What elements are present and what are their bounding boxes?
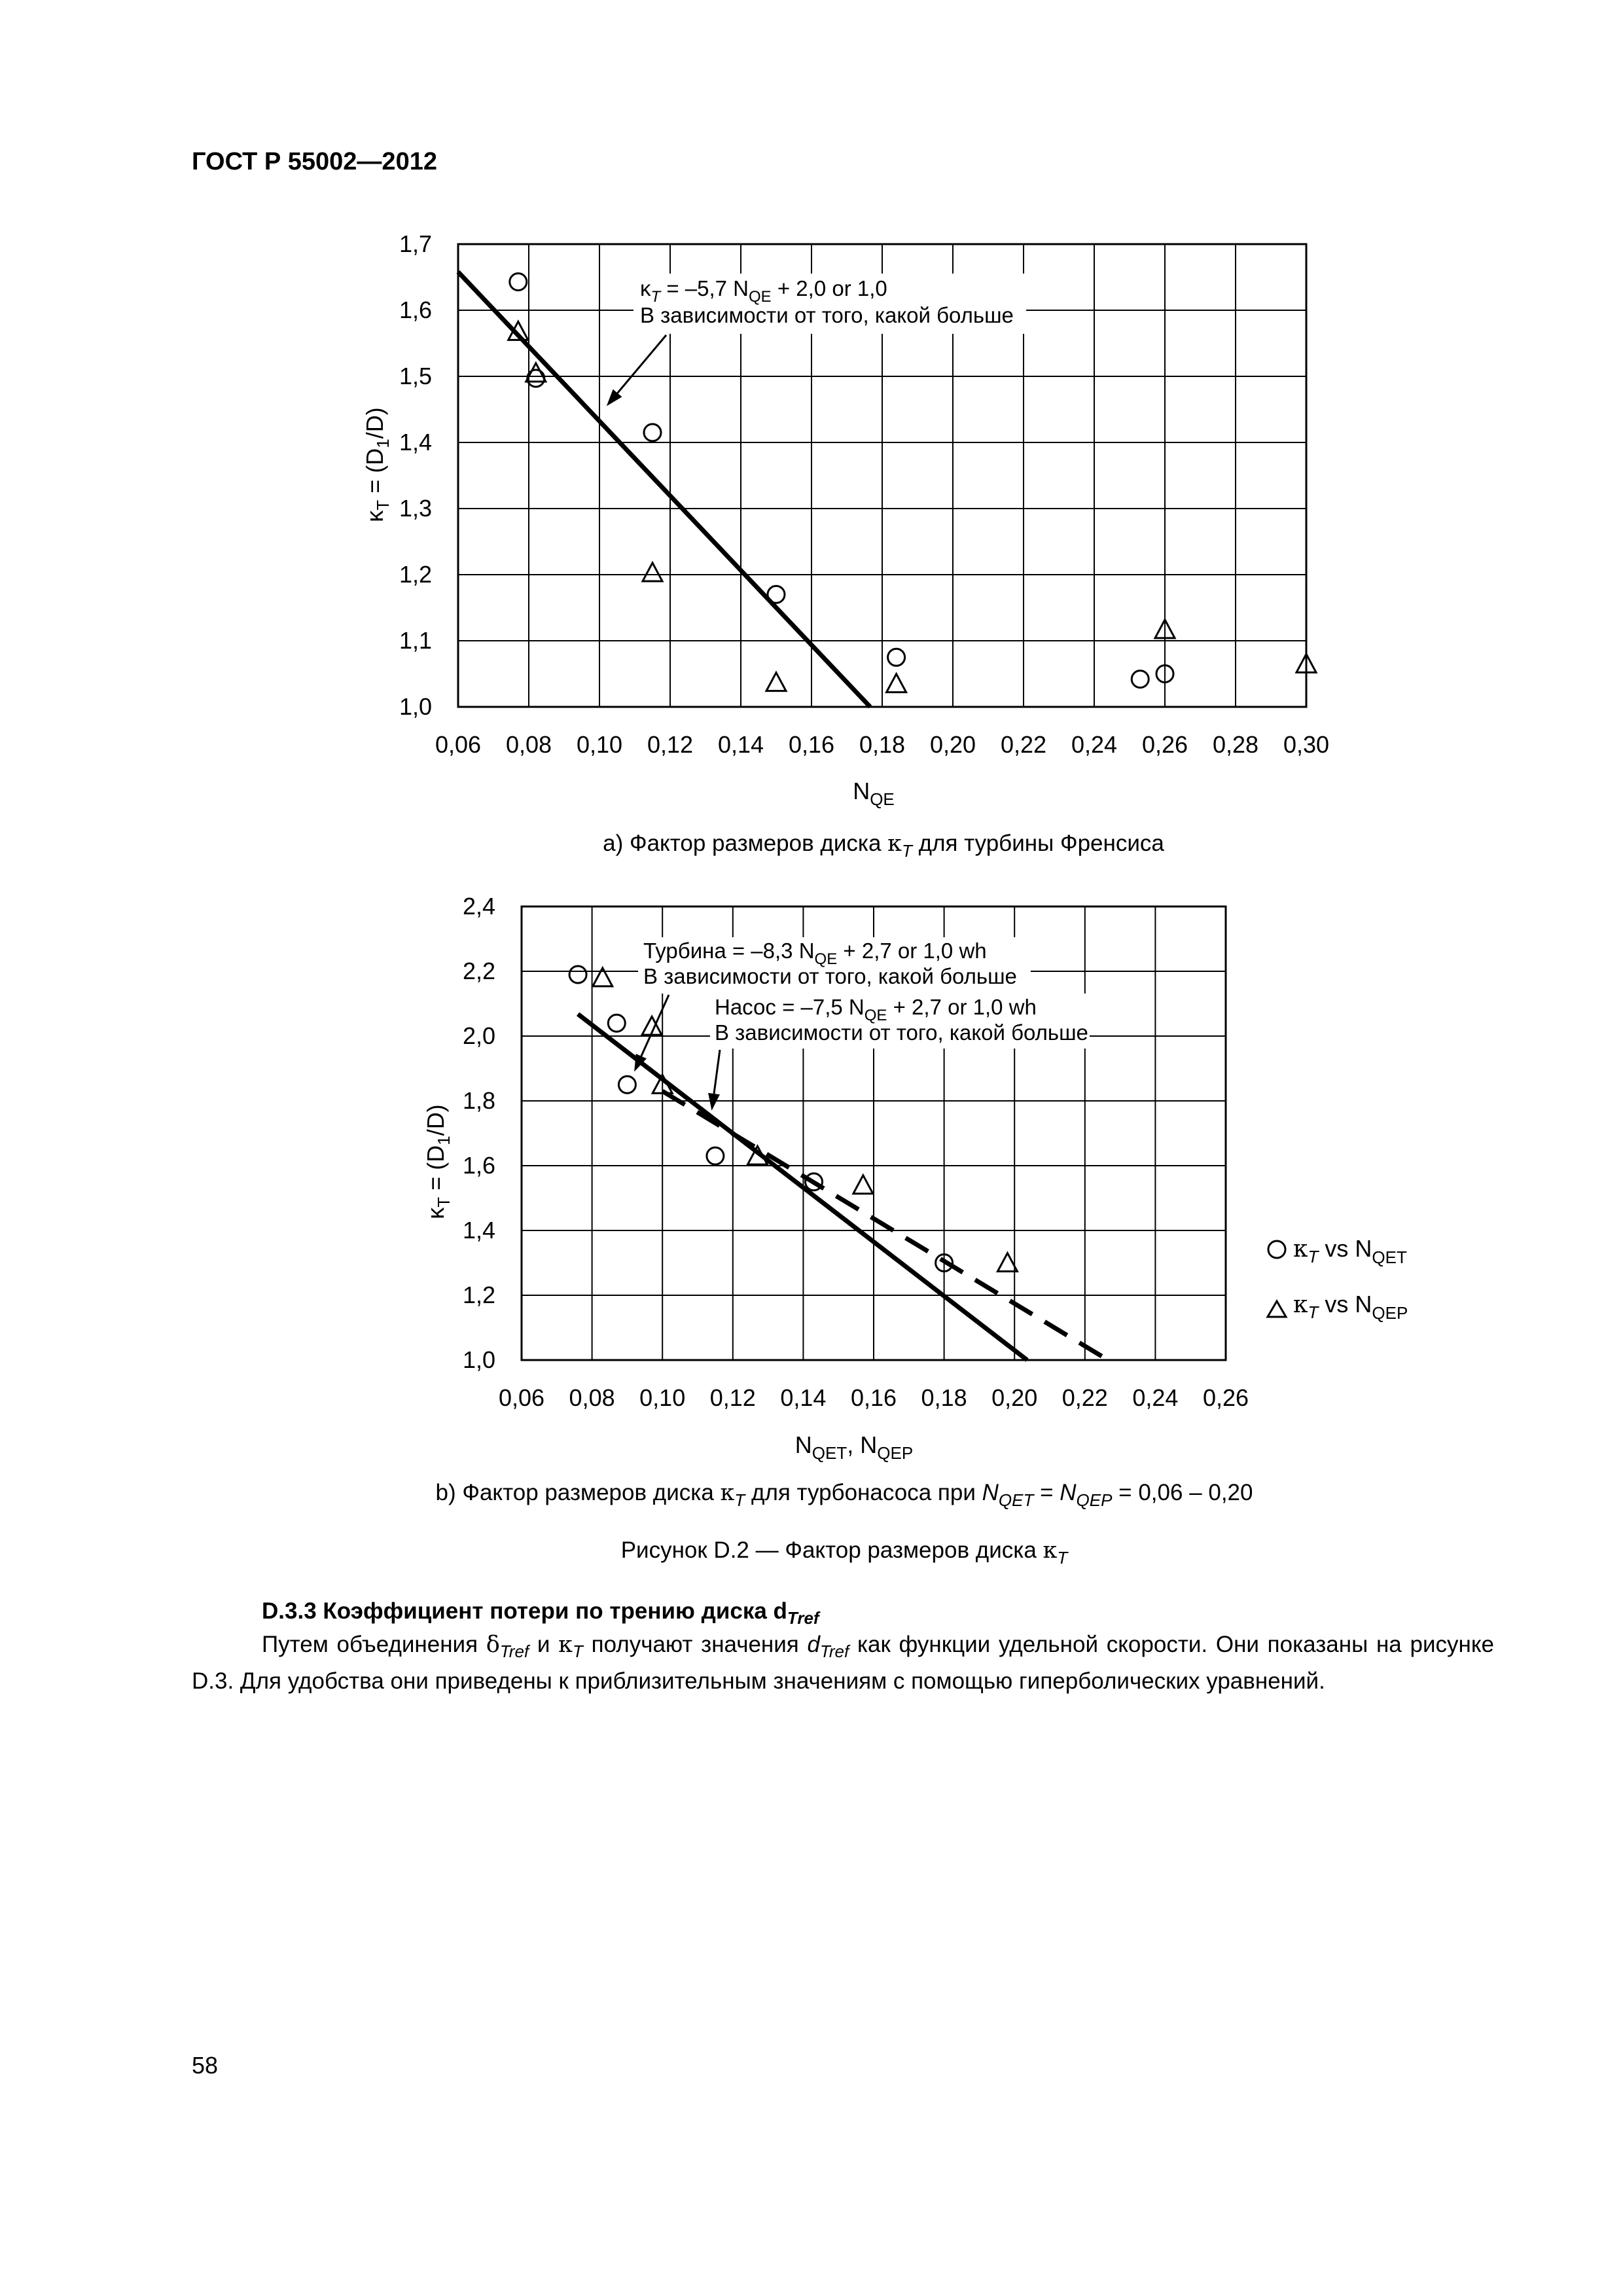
chart-b-point-triangle: [853, 1175, 873, 1194]
chart-b-x-tick-label: 0,10: [639, 1384, 686, 1411]
figure-caption: Рисунок D.2 — Фактор размеров диска $\kappa_T$: [620, 1537, 1068, 1568]
chart-b-point-circle: [618, 1076, 635, 1093]
chart-a-x-tick-label: 0,28: [1212, 731, 1259, 758]
chart-b-y-tick-label: 1,8: [462, 1087, 495, 1114]
chart-b-y-tick-label: 2,2: [462, 958, 495, 984]
chart-a-point-circle: [768, 586, 785, 603]
chart-b-point-circle: [569, 966, 586, 983]
chart-a-x-tick-label: 0,30: [1283, 731, 1330, 758]
chart-a-x-tick-label: 0,10: [576, 731, 623, 758]
chart-b-x-tick-label: 0,06: [498, 1384, 545, 1411]
chart-a-x-tick-label: 0,18: [859, 731, 906, 758]
chart-b-x-tick-label: 0,12: [709, 1384, 756, 1411]
chart-a-point-triangle: [887, 674, 906, 692]
chart-a-caption: a) Фактор размеров диска $\kappa_T$ для турбины Френсиса: [603, 831, 1164, 861]
chart-b-ylabel: $\kappa_T = (D_1/D)$: [422, 1104, 454, 1219]
chart-a-annotation-arrow: [618, 335, 666, 393]
chart-a-point-triangle: [766, 673, 786, 691]
chart-a-ylabel: $\kappa_T = (D_1/D)$: [361, 407, 393, 522]
chart-a-y-tick-label: 1,0: [399, 693, 432, 720]
chart-a-x-tick-label: 0,26: [1141, 731, 1188, 758]
chart-a-point-triangle: [643, 563, 662, 581]
chart-a-y-tick-label: 1,4: [399, 429, 432, 456]
chart-b-xlabel: $N_{QET}$, $N_{QEP}$: [794, 1431, 914, 1463]
chart-b-annotation-2-arrow: [714, 1050, 720, 1094]
chart-a-y-tick-label: 1,3: [399, 495, 432, 522]
chart-b-y-tick-label: 1,2: [462, 1282, 495, 1308]
chart-a-y-tick-label: 1,5: [399, 363, 432, 389]
chart-b-x-tick-label: 0,16: [850, 1384, 897, 1411]
section-title: D.3.3 Коэффициент потери по трению диска $d_{Tref}$: [262, 1598, 819, 1628]
legend-circle-icon: [1268, 1241, 1285, 1258]
chart-b-x-tick-label: 0,24: [1132, 1384, 1179, 1411]
legend-triangle-icon: [1268, 1301, 1286, 1317]
chart-b-x-tick-label: 0,14: [780, 1384, 827, 1411]
chart-b-x-tick-label: 0,20: [991, 1384, 1038, 1411]
chart-a-x-tick-label: 0,16: [788, 731, 835, 758]
chart-a-xlabel: $N_{QE}$: [853, 778, 895, 809]
chart-a-annotation-line2: В зависимости от того, какой больше: [640, 303, 1014, 327]
chart-b-x-tick-label: 0,08: [569, 1384, 615, 1411]
chart-a-x-tick-label: 0,20: [929, 731, 976, 758]
chart-a-points: [508, 274, 1316, 692]
chart-b-trend-line-solid: [578, 1014, 1027, 1360]
legend-triangle-label: $\kappa_T$ vs $N_{QEP}$: [1293, 1291, 1408, 1323]
chart-b-point-circle: [707, 1147, 724, 1164]
chart-b-y-tick-label: 2,0: [462, 1022, 495, 1049]
chart-b-x-tick-label: 0,18: [921, 1384, 967, 1411]
chart-a-point-circle: [1132, 671, 1149, 688]
chart-a-y-tick-label: 1,1: [399, 627, 432, 654]
chart-b-annotation-2-line1: Насос = –7,5 $N_{QE} + 2,7$ or 1,0 wh: [715, 995, 1037, 1024]
chart-b-y-tick-label: 1,6: [462, 1152, 495, 1179]
chart-a-y-tick-label: 1,2: [399, 561, 432, 588]
chart-a-x-tick-label: 0,22: [1000, 731, 1047, 758]
page-number: 58: [192, 2052, 219, 2079]
chart-b-annotation-2-arrowhead: [708, 1093, 720, 1111]
legend-circle-label: $\kappa_T$ vs $N_{QET}$: [1293, 1235, 1407, 1267]
chart-b-x-tick-label: 0,26: [1202, 1384, 1249, 1411]
chart-a-x-tick-label: 0,06: [435, 731, 482, 758]
chart-b-point-circle: [608, 1014, 625, 1031]
document-header: ГОСТ Р 55002—2012: [192, 148, 437, 175]
chart-a-x-tick-label: 0,08: [505, 731, 552, 758]
chart-a-annotation-line1: $\kappa_T = -5,7$ $N_{QE} + 2,0$ or 1,0: [640, 276, 887, 306]
chart-b-caption: b) Фактор размеров диска $\kappa_T$ для турбонасоса при $N_{QET} = N_{QEP} = 0,06 - 0,20$: [435, 1480, 1253, 1510]
chart-b-annotation-1-arrow: [641, 995, 669, 1056]
chart-a-point-circle: [510, 274, 527, 291]
chart-a-y-tick-label: 1,7: [399, 230, 432, 257]
chart-a-x-tick-label: 0,24: [1071, 731, 1118, 758]
chart-a-point-circle: [644, 424, 661, 441]
chart-b-annotation-2-line2: В зависимости от того, какой больше: [715, 1020, 1088, 1045]
chart-a-x-tick-label: 0,12: [647, 731, 694, 758]
chart-b-x-tick-label: 0,22: [1061, 1384, 1108, 1411]
chart-b-annotation-1-line2: В зависимости от того, какой больше: [643, 964, 1017, 988]
chart-a-y-tick-label: 1,6: [399, 296, 432, 323]
chart-b-y-tick-label: 1,0: [462, 1346, 495, 1373]
chart-b-trend-lines: [578, 1014, 1108, 1360]
chart-b-annotation-1-line1: Турбина = –8,3 $N_{QE} + 2,7$ or 1,0 wh: [643, 939, 987, 968]
chart-a: [361, 230, 1329, 861]
chart-a-x-tick-label: 0,14: [717, 731, 764, 758]
section-paragraph: Путем объединения $\delta_{Tref}$ и $\kappa_T$ получают значения $d_{Tref}$ как функции удельной скорости. Они показаны на рисунке D.3. Для удобства они приведены к приблизительным значениям с помощью гиперболических уравнений.: [192, 1632, 1494, 1694]
chart-a-point-circle: [888, 649, 905, 666]
chart-b-y-tick-label: 2,4: [462, 893, 495, 920]
chart-b-y-tick-label: 1,4: [462, 1217, 495, 1244]
chart-b: [422, 893, 1408, 1510]
